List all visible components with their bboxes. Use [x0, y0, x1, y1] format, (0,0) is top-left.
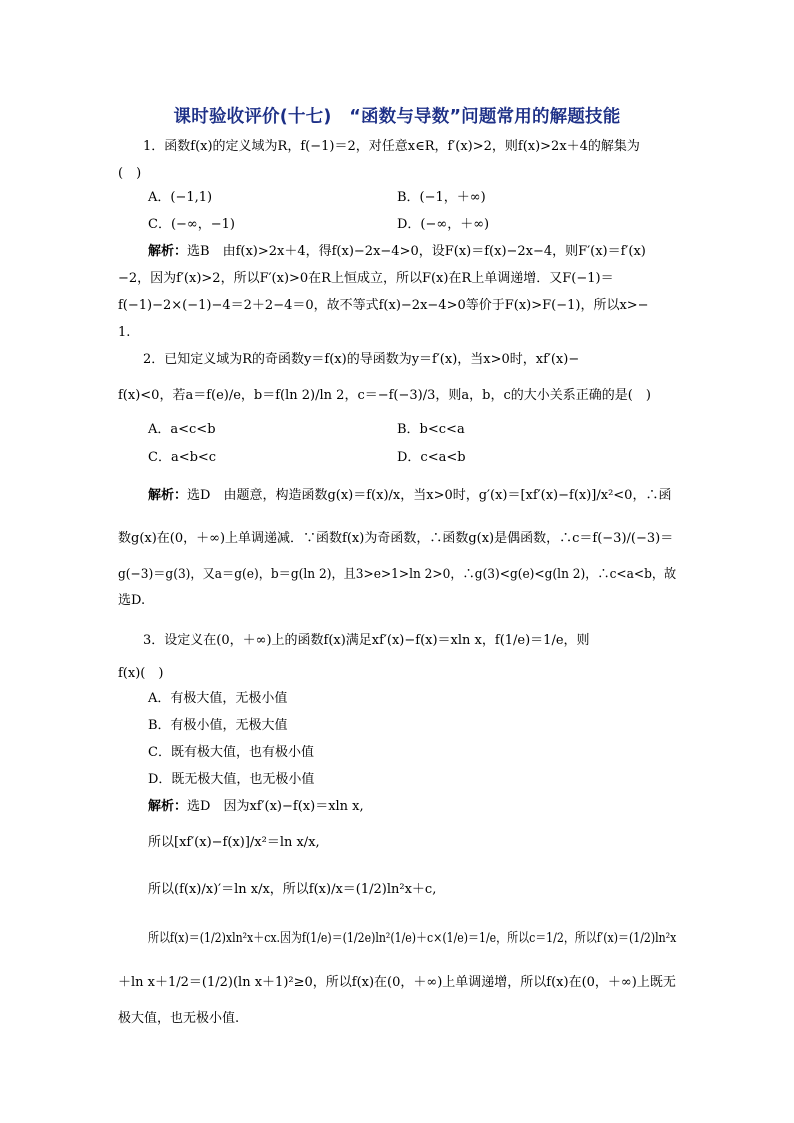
q2-stem-line1: 2．已知定义域为R的奇函数y＝f(x)的导函数为y＝f′(x)，当x>0时，xf′(x)−	[143, 352, 580, 367]
q3-solution-text1: 选D 因为xf′(x)−f(x)＝xln x,	[187, 799, 364, 814]
q3-solution-line3: 所以(f(x)/x)′＝ln x/x，所以f(x)/x＝(1/2)ln²x＋c,	[148, 882, 437, 897]
q3-solution-line2: 所以[xf′(x)−f(x)]/x²＝ln x/x,	[148, 835, 320, 850]
page-title: 课时验收评价(十七) “函数与导数”问题常用的解题技能	[173, 107, 621, 127]
q3-stem-line2: f(x)( )	[118, 666, 164, 681]
q2-solution-line2: 数g(x)在(0，＋∞)上单调递减．∵函数f(x)为奇函数，∴函数g(x)是偶函数，∴c＝f(−3)/(−3)＝	[118, 531, 674, 546]
q1-option-b: B．(−1，＋∞)	[397, 190, 486, 205]
q3-solution-line6: 极大值，也无极小值.	[118, 1011, 240, 1026]
q1-stem-line2: ( )	[118, 166, 142, 181]
q2-option-c: C．a<b<c	[148, 450, 217, 465]
q3-stem-line1: 3．设定义在(0，＋∞)上的函数f(x)满足xf′(x)−f(x)＝xln x，f(1/e)＝1/e，则	[143, 633, 590, 648]
q3-option-a: A．有极大值，无极小值	[148, 691, 288, 706]
q3-solution-label: 解析：	[148, 799, 188, 814]
q2-option-a: A．a<c<b	[148, 422, 216, 437]
q3-solution-line4: 所以f(x)＝(1/2)xln²x＋cx.因为f(1/e)＝(1/2e)ln²(1/e)＋c×(1/e)＝1/e，所以c＝1/2，所以f′(x)＝(1/2)ln²x	[148, 931, 677, 946]
q1-solution-line1	[148, 243, 646, 261]
q2-stem-line2: f(x)<0，若a＝f(e)/e，b＝f(ln 2)/ln 2，c＝−f(−3)/3，则a，b，c的大小关系正确的是( )	[118, 388, 651, 403]
q2-solution-line4: 选D.	[118, 593, 146, 608]
q2-option-d: D．c<a<b	[397, 450, 466, 465]
q3-option-d: D．既无极大值，也无极小值	[148, 772, 315, 787]
q1-solution-line4: 1.	[118, 325, 131, 340]
q3-option-b: B．有极小值，无极大值	[148, 718, 288, 733]
q2-solution-line3: g(−3)＝g(3)，又a＝g(e)，b＝g(ln 2)，且3>e>1>ln 2>0，∴g(3)<g(e)<g(ln 2)，∴c<a<b，故	[118, 567, 677, 582]
q1-solution-line2: −2，因为f′(x)>2，所以F′(x)>0在R上恒成立，所以F(x)在R上单调递增．又F(−1)＝	[118, 271, 614, 286]
q1-solution-label: 解析：	[148, 244, 188, 259]
q1-solution-line3: f(−1)−2×(−1)−4＝2＋2−4＝0，故不等式f(x)−2x−4>0等价于F(x)>F(−1)，所以x>−	[118, 298, 649, 313]
q3-option-c: C．既有极大值，也有极小值	[148, 745, 314, 760]
q3-solution-line1	[148, 798, 364, 816]
q1-solution-text1: 选B 由f(x)>2x＋4，得f(x)−2x−4>0，设F(x)＝f(x)−2x−4，则F′(x)＝f′(x)	[187, 244, 646, 259]
q2-solution-label: 解析：	[148, 488, 188, 503]
q1-option-c: C．(−∞，−1)	[148, 217, 235, 232]
q1-option-d: D．(−∞，＋∞)	[397, 217, 490, 232]
q2-solution-text1: 选D 由题意，构造函数g(x)＝f(x)/x，当x>0时，g′(x)＝[xf′(x)−f(x)]/x²<0，∴函	[187, 488, 672, 503]
q2-solution-line1	[148, 487, 671, 505]
q1-stem-line1: 1．函数f(x)的定义域为R，f(−1)＝2，对任意x∈R，f′(x)>2，则f(x)>2x＋4的解集为	[143, 139, 640, 154]
q2-option-b: B．b<c<a	[397, 422, 465, 437]
q3-solution-line5: ＋ln x＋1/2＝(1/2)(ln x＋1)²≥0，所以f(x)在(0，＋∞)上单调递增，所以f(x)在(0，＋∞)上既无	[118, 975, 676, 990]
q1-option-a: A．(−1,1)	[148, 190, 213, 205]
